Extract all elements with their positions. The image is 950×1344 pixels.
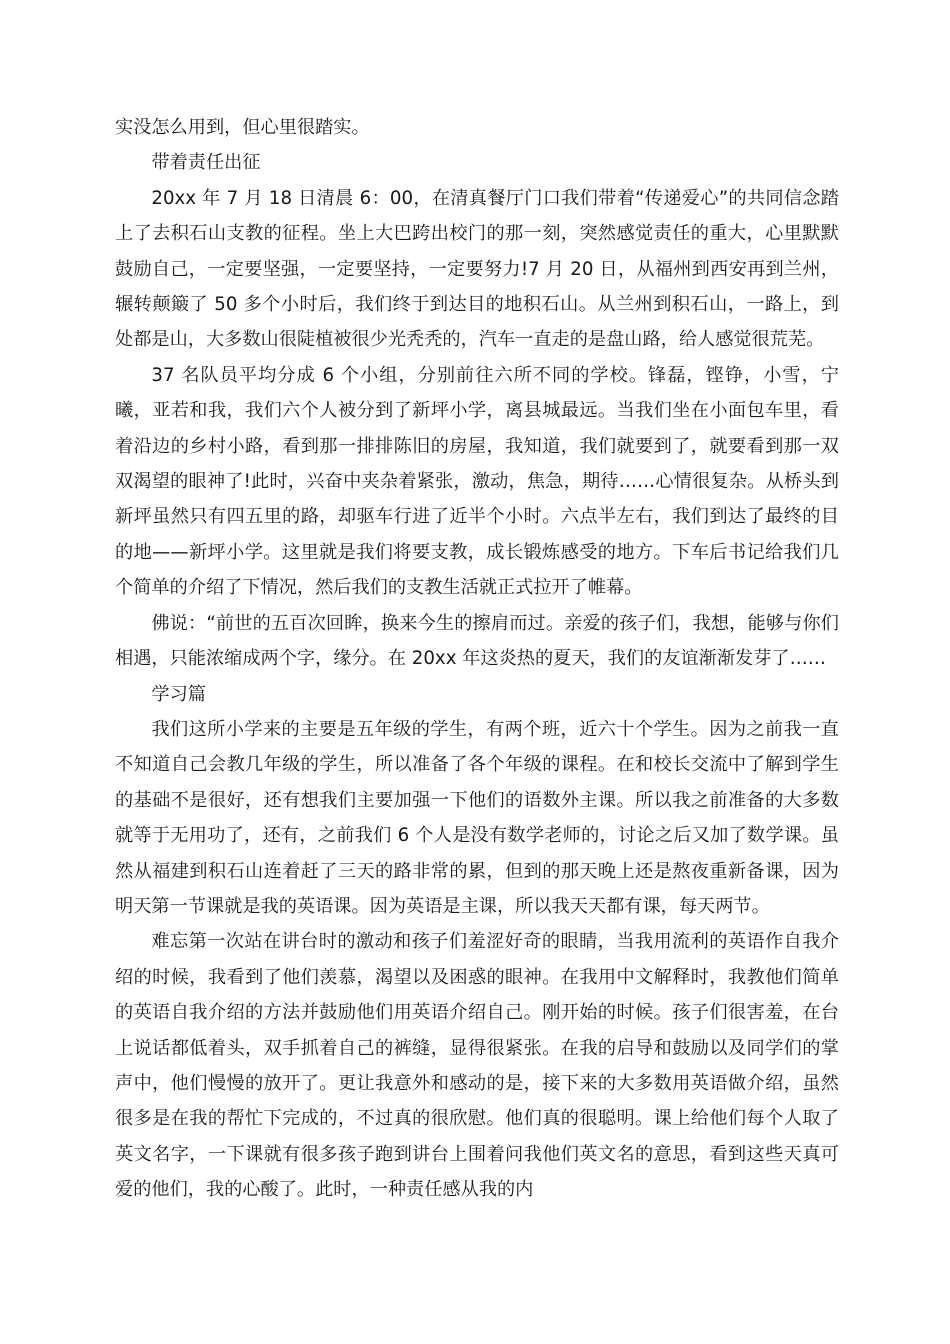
- paragraph-buddha-quote: 佛说：“前世的五百次回眸，换来今生的擦肩而过。亲爱的孩子们，我想，能够与你们相遇，只能浓缩成两个字，缘分。在 20xx 年这炎热的夏天，我们的友谊渐渐发芽了……: [115, 612, 839, 670]
- paragraph-first-class: 难忘第一次站在讲台时的激动和孩子们羞涩好奇的眼睛，当我用流利的英语作自我介绍的时候，我看到了他们羡慕，渴望以及困惑的眼神。在我用中文解释时，我教他们简单的英语自我介绍的方法并鼓励他们用英语介绍自己。刚开始的时候。孩子们很害羞，在台上说话都低着头，双手抓着自己的裤缝，显得很紧张。在我的启导和鼓励以及同学们的掌声中，他们慢慢的放开了。更让我意外和感动的是，接下来的大多数用英语做介绍，虽然很多是在我的帮忙下完成的，不过真的很欣慰。他们真的很聪明。课上给他们每个人取了英文名字，一下课就有很多孩子跑到讲台上围着问我他们英文名的意思，看到这些天真可爱的他们，我的心酸了。此时，一种责任感从我的内: [115, 931, 839, 1201]
- section-heading-study: 学习篇: [151, 683, 206, 705]
- document-body: [115, 110, 839, 1208]
- section-heading-mission: 带着责任出征: [151, 152, 261, 174]
- paragraph-departure: 20xx 年 7 月 18 日清晨 6：00，在清真餐厅门口我们带着“传递爱心”的共同信念踏上了去积石山支教的征程。坐上大巴跨出校门的那一刻，突然感觉责任的重大，心里默默鼓励自己，一定要坚强，一定要坚持，一定要努力!7 月 20 日，从福州到西安再到兰州，辗转颠簸了 50 多个小时后，我们终于到达目的地积石山。从兰州到积石山，一路上，到处都是山，大多数山很陡植被很少光秃秃的，汽车一直走的是盘山路，给人感觉很荒芜。: [115, 187, 839, 351]
- paragraph-arrival: 37 名队员平均分成 6 个小组，分别前往六所不同的学校。锋磊，铿铮，小雪，宁曦，亚若和我，我们六个人被分到了新坪小学，离县城最远。当我们坐在小面包车里，看着沿边的乡村小路，看到那一排排陈旧的房屋，我知道，我们就要到了，就要看到那一双双渴望的眼神了!此时，兴奋中夹杂着紧张，激动，焦急，期待……心情很复杂。从桥头到新坪虽然只有四五里的路，却驱车行进了近半个小时。六点半左右，我们到达了最终的目的地——新坪小学。这里就是我们将要支教，成长锻炼感受的地方。下车后书记给我们几个简单的介绍了下情况，然后我们的支教生活就正式拉开了帷幕。: [115, 364, 839, 599]
- paragraph-continuation: 实没怎么用到，但心里很踏实。: [115, 117, 370, 138]
- paragraph-teaching-prep: 我们这所小学来的主要是五年级的学生，有两个班，近六十个学生。因为之前我一直不知道自己会教几年级的学生，所以准备了各个年级的课程。在和校长交流中了解到学生的基础不是很好，还有想我们主要加强一下他们的语数外主课。所以我之前准备的大多数就等于无用功了，还有，之前我们 6 个人是没有数学老师的，讨论之后又加了数学课。虽然从福建到积石山连着赶了三天的路非常的累，但到的那天晚上还是熬夜重新备课，因为明天第一节课就是我的英语课。因为英语是主课，所以我天天都有课，每天两节。: [115, 718, 839, 917]
